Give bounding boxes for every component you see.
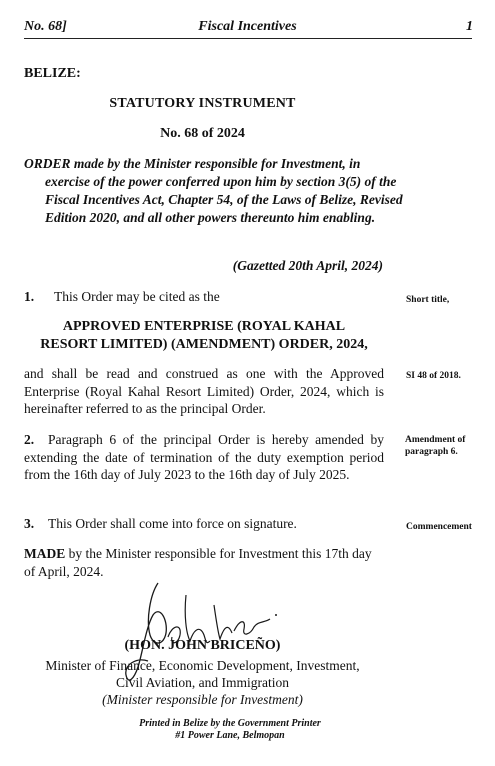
header-issue-number: No. 68]	[24, 19, 67, 34]
margin-note-short-title: Short title,	[406, 295, 450, 305]
printer-line2: #1 Power Lane, Belmopan	[175, 730, 285, 741]
paragraph-2	[24, 431, 384, 484]
jurisdiction-heading: BELIZE:	[24, 66, 81, 81]
signatory-title-line2: Civil Aviation, and Immigration	[116, 675, 289, 690]
margin-note-amendment-line2: paragraph 6.	[405, 447, 458, 457]
header-rule	[24, 38, 472, 39]
signatory-title-line1: Minister of Finance, Economic Development, Investment,	[45, 658, 360, 673]
order-text: made by the Minister responsible for Investment, in exercise of the power conferred upon him by section 3(5) of the Fiscal Incentives Act, Chapter 54, of the Laws of Belize, Revised Edition 2020, and all other powers thereunto him enabling.	[45, 156, 403, 225]
paragraph-1-continuation: and shall be read and construed as one with the Approved Enterprise (Royal Kahal Resort Limited) Order, 2024, which is hereinafter referred to as the principal Order.	[24, 366, 384, 416]
gazetted-date: (Gazetted 20th April, 2024)	[232, 258, 383, 273]
order-short-title-line2: RESORT LIMITED) (AMENDMENT) ORDER, 2024,	[40, 337, 368, 352]
instrument-title: STATUTORY INSTRUMENT	[109, 96, 296, 111]
order-short-title	[24, 318, 384, 354]
paragraph-3-text: This Order shall come into force on signature.	[48, 516, 297, 531]
margin-note-si-reference: SI 48 of 2018.	[406, 371, 461, 381]
header-title: Fiscal Incentives	[198, 19, 297, 34]
paragraph-1-text: This Order may be cited as the	[54, 289, 220, 304]
paragraph-3-number: 3.	[24, 516, 35, 531]
paragraph-1-number: 1.	[24, 289, 35, 304]
made-text: by the Minister responsible for Investment this 17th day of April, 2024.	[24, 546, 372, 579]
paragraph-3	[24, 515, 384, 533]
printer-imprint	[0, 718, 460, 742]
made-lead: MADE	[24, 546, 66, 561]
paragraph-2-number: 2.	[24, 432, 35, 447]
paragraph-2-text: Paragraph 6 of the principal Order is hereby amended by extending the date of termination of the duty exemption period from the 16th day of July 2023 to the 16th day of July 2025.	[24, 432, 384, 482]
printer-line1: Printed in Belize by the Government Printer	[139, 718, 321, 729]
signatory-title	[0, 657, 405, 708]
margin-note-commencement: Commencement	[406, 522, 472, 532]
order-short-title-line1: APPROVED ENTERPRISE (ROYAL KAHAL	[62, 319, 346, 334]
signatory-name: (HON. JOHN BRICEÑO)	[124, 638, 281, 653]
order-preamble	[24, 155, 407, 227]
order-lead: ORDER	[24, 156, 71, 171]
margin-note-amendment-line1: Amendment of	[405, 435, 466, 445]
header-page-number: 1	[466, 19, 473, 34]
paragraph-1	[24, 288, 384, 306]
signatory-title-line3: (Minister responsible for Investment)	[102, 692, 303, 707]
instrument-number: No. 68 of 2024	[160, 126, 245, 141]
margin-note-amendment	[405, 434, 485, 458]
